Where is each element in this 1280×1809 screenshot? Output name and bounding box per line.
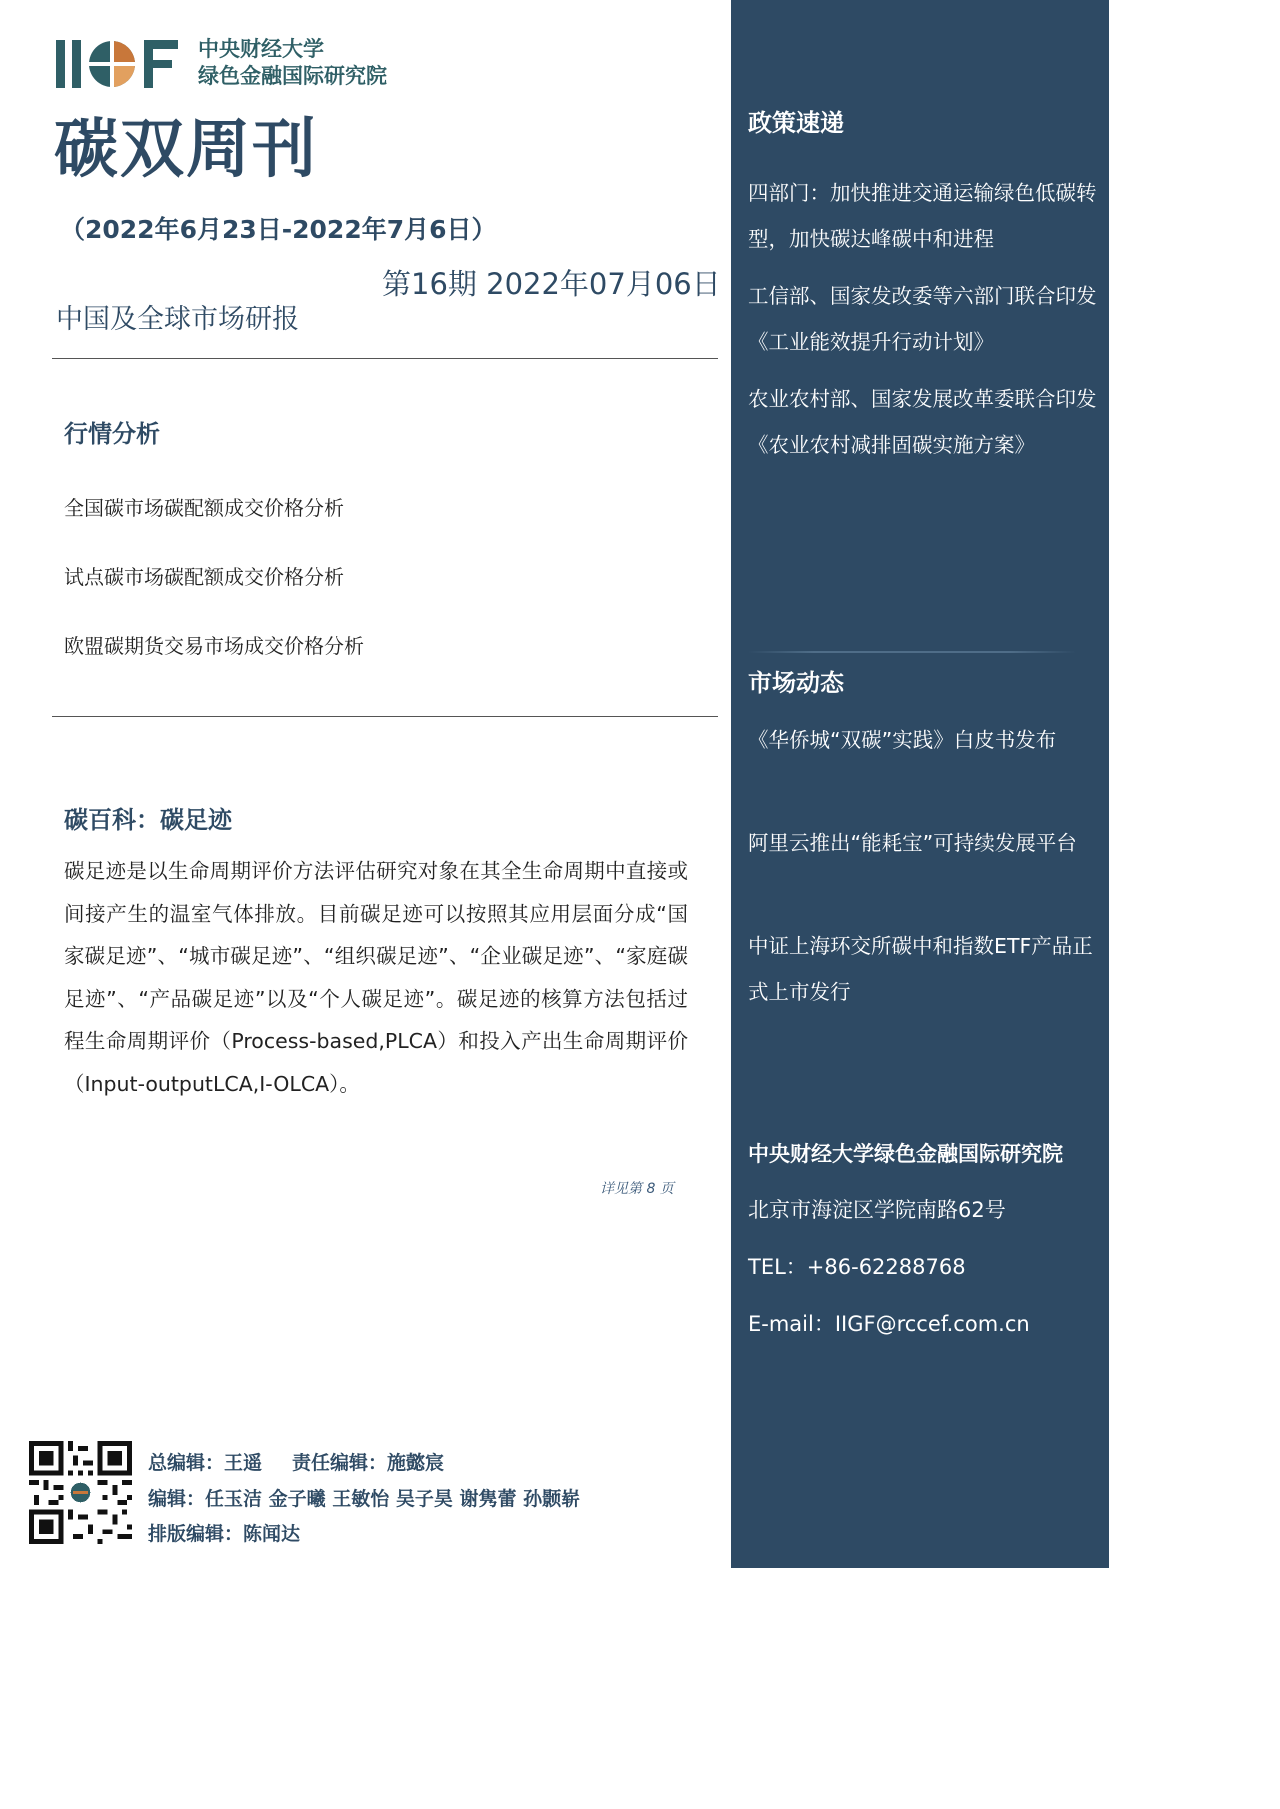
encyclopedia-heading: 碳百科：碳足迹: [64, 806, 232, 834]
analysis-item[interactable]: 试点碳市场碳配额成交价格分析: [64, 565, 344, 589]
divider: [52, 358, 718, 359]
iigf-logo: [56, 36, 416, 92]
policy-heading: 政策速递: [748, 109, 844, 137]
analysis-item[interactable]: 欧盟碳期货交易市场成交价格分析: [64, 634, 364, 658]
editors: 编辑：任玉洁 金子曦 王敏怡 吴子昊 谢隽蕾 孙颢崭: [148, 1488, 581, 1510]
market-news-item[interactable]: 中证上海环交所碳中和指数ETF产品正式上市发行: [748, 934, 1093, 1004]
report-subtitle: 中国及全球市场研报: [56, 304, 299, 335]
policy-item[interactable]: 农业农村部、国家发展改革委联合印发《农业农村减排固碳实施方案》: [748, 387, 1097, 457]
see-page-link[interactable]: 详见第 8 页: [600, 1181, 674, 1197]
date-range: （2022年6月23日-2022年7月6日）: [60, 215, 497, 244]
logo-institute-name: [198, 36, 387, 90]
divider: [52, 716, 718, 717]
page-title: 碳双周刊: [54, 113, 318, 187]
market-news-heading: 市场动态: [748, 669, 844, 697]
contact-org: 中央财经大学绿色金融国际研究院: [748, 1142, 1063, 1166]
chief-editors: [148, 1448, 444, 1475]
contact-email[interactable]: E-mail：IIGF@rccef.com.cn: [748, 1312, 1030, 1336]
market-analysis-heading: 行情分析: [64, 420, 160, 448]
market-news-item[interactable]: 阿里云推出“能耗宝”可持续发展平台: [748, 831, 1077, 855]
policy-item[interactable]: 四部门：加快推进交通运输绿色低碳转型，加快碳达峰碳中和进程: [748, 181, 1097, 251]
policy-item[interactable]: 工信部、国家发改委等六部门联合印发《工业能效提升行动计划》: [748, 284, 1097, 354]
iigf-logo-mark: [56, 38, 180, 90]
carbon-footprint-paragraph: 碳足迹是以生命周期评价方法评估研究对象在其全生命周期中直接或间接产生的温室气体排放。目前碳足迹可以按照其应用层面分成“国家碳足迹”、“城市碳足迹”、“组织碳足迹”、“企业碳足迹”、“家庭碳足迹”、“产品碳足迹”以及“个人碳足迹”。碳足迹的核算方法包括过程生命周期评价（Process-based,PLCA）和投入产出生命周期评价（Input-outputLCA,I-OLCA）。: [64, 859, 688, 1096]
chief-editor: 总编辑：王遥: [148, 1452, 263, 1474]
analysis-item[interactable]: 全国碳市场碳配额成交价格分析: [64, 496, 344, 520]
logo-line-2: 绿色金融国际研究院: [198, 64, 387, 88]
contact-tel: TEL：+86-62288768: [748, 1255, 966, 1279]
market-news-item[interactable]: 《华侨城“双碳”实践》白皮书发布: [748, 728, 1057, 752]
qr-code: [29, 1441, 132, 1544]
layout-editor: 排版编辑：陈闻达: [148, 1523, 301, 1545]
logo-line-1: 中央财经大学: [198, 37, 324, 61]
issue-number-date: 第16期 2022年07月06日: [382, 267, 721, 301]
responsible-editor: 责任编辑：施懿宸: [292, 1452, 445, 1474]
contact-address: 北京市海淀区学院南路62号: [748, 1198, 1006, 1222]
sidebar-divider: [748, 651, 1076, 653]
